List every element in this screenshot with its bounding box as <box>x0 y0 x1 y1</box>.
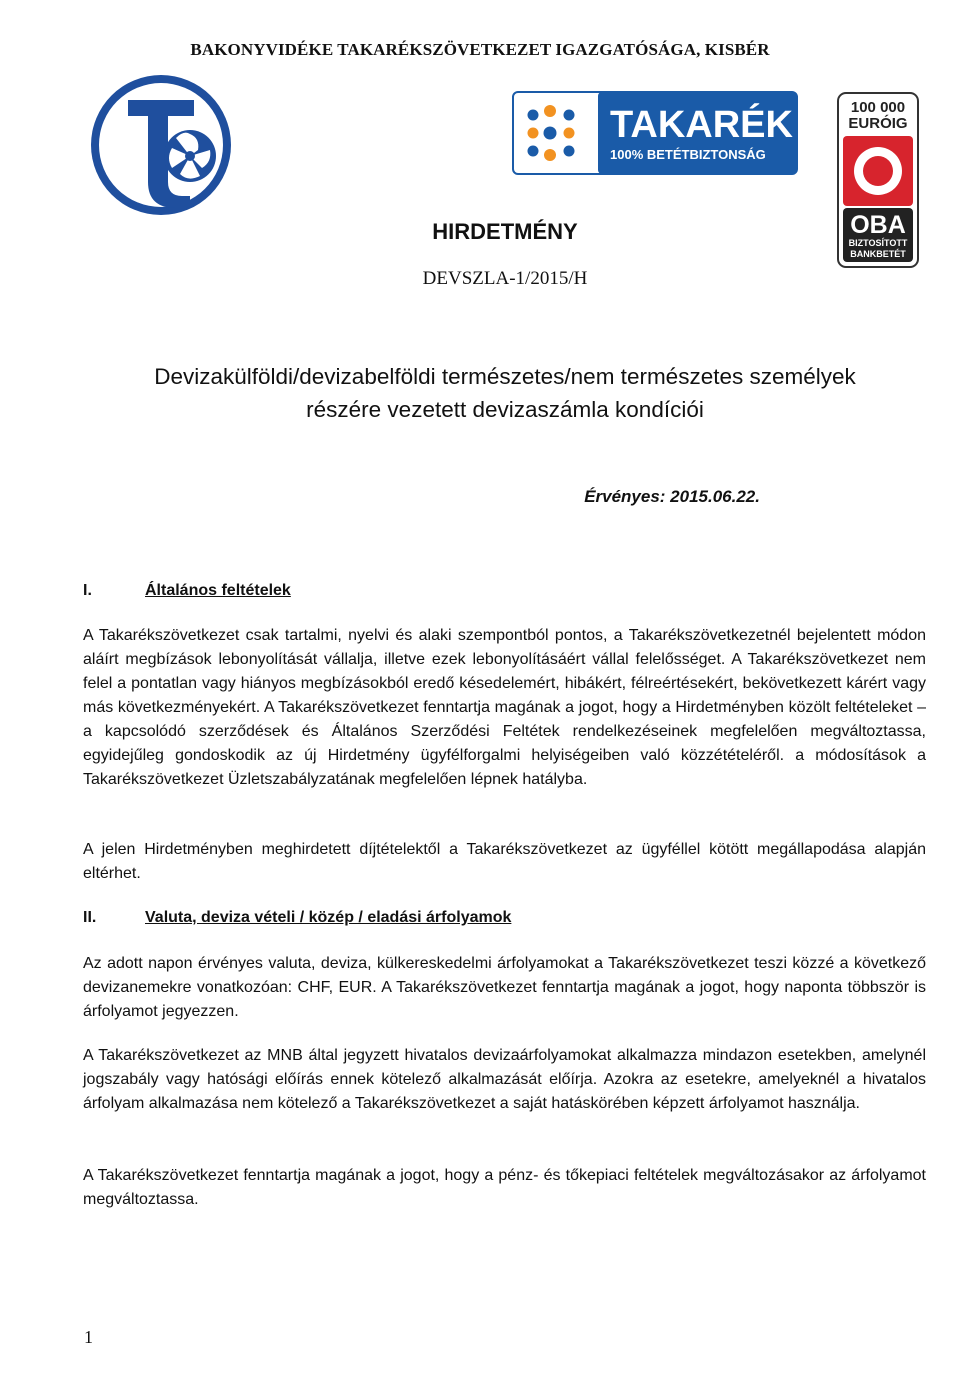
takarek-logo <box>512 91 798 175</box>
takarek-dots-icon <box>528 105 575 161</box>
section-heading-2 <box>83 909 511 927</box>
paragraph: A Takarékszövetkezet az MNB által jegyzett hivatalos devizaárfolyamokat alkalmazza mindazon esetekben, amelynél jogszabály vagy hatósági előírás ennek kötelező alkalmazását előírja. Azokra az esetekre, amelyeknél a hivatalos árfolyam alkalmazása nem kötelező a Takarékszövetkezet a saját hatáskörében képzett árfolyamot használja. <box>83 1047 926 1112</box>
svg-text:100 000: 100 000 <box>850 99 906 116</box>
svg-text:EURÓIG: EURÓIG <box>848 115 908 132</box>
svg-text:100% BETÉTBIZTONSÁG: 100% BETÉTBIZTONSÁG <box>610 147 766 162</box>
document-number: DEVSZLA-1/2015/H <box>422 268 588 289</box>
svg-text:OBA: OBA <box>850 211 906 239</box>
valid-date: Érvényes: 2015.06.22. <box>584 487 760 506</box>
subtitle-line-2: részére vezetett devizaszámla kondíciói <box>306 397 704 422</box>
svg-text:TAKARÉK: TAKARÉK <box>610 104 793 146</box>
document-title: HIRDETMÉNY <box>432 219 578 244</box>
section-number: I. <box>83 582 92 599</box>
cooperative-logo <box>86 70 236 220</box>
subtitle-line-1: Devizakülföldi/devizabelföldi természetes/nem természetes személyek <box>154 364 856 389</box>
section-number: II. <box>83 909 97 926</box>
paragraph: Az adott napon érvényes valuta, deviza, külkereskedelmi árfolyamokat a Takarékszövetkezet teszi közzé a következő devizanemekre vonatkozóan: CHF, EUR. A Takarékszövetkezet fenntartja magának a jogot, hogy naponta többször is árfolyamot jegyezzen. <box>83 955 926 1020</box>
svg-text:BANKBETÉT: BANKBETÉT <box>850 249 906 259</box>
page-number: 1 <box>84 1327 93 1347</box>
document-subtitle <box>0 360 960 426</box>
paragraph: A jelen Hirdetményben meghirdetett díjtételektől a Takarékszövetkezet az ügyféllel kötött megállapodása alapján eltérhet. <box>83 841 926 882</box>
paragraph: A Takarékszövetkezet csak tartalmi, nyelvi és alaki szempontból pontos, a Takarékszövetkezetnél bejelentett módon aláírt megbízások lebonyolítását vállalja, illetve ezek lebonyolításáért vállal felelősséget. A Takarékszövetkezet nem felel a pontatlan vagy hiányos megbízásokból eredő késedelemért, hibákért, félreértésekért, bekövetkezett kárért vagy más következményekért. A Takarékszövetkezet fenntartja magának a jogot, hogy a Hirdetményben közölt feltételeket – a kapcsolódó szerződések és Általános Szerződési Feltétek rendelkezéseinek megfelelően megváltoztassa, egyidejűleg gondoskodik az új Hirdetmény ügyfélforgalmi helyiségeiben való közzétételéről. a módosítások a Takarékszövetkezet Üzletszabályzatának megfelelően lépnek hatályba. <box>83 627 926 788</box>
section-title: Valuta, deviza vételi / közép / eladási árfolyamok <box>145 909 512 926</box>
paragraph: A Takarékszövetkezet fenntartja magának a jogot, hogy a pénz- és tőkepiaci feltételek megváltozásakor az árfolyamot megváltoztassa. <box>83 1167 926 1208</box>
organization-header: BAKONYVIDÉKE TAKARÉKSZÖVETKEZET IGAZGATÓSÁGA, KISBÉR <box>190 40 770 59</box>
section-title: Általános feltételek <box>145 582 291 599</box>
svg-text:BIZTOSÍTOTT: BIZTOSÍTOTT <box>848 238 908 248</box>
section-heading-1 <box>83 582 291 600</box>
